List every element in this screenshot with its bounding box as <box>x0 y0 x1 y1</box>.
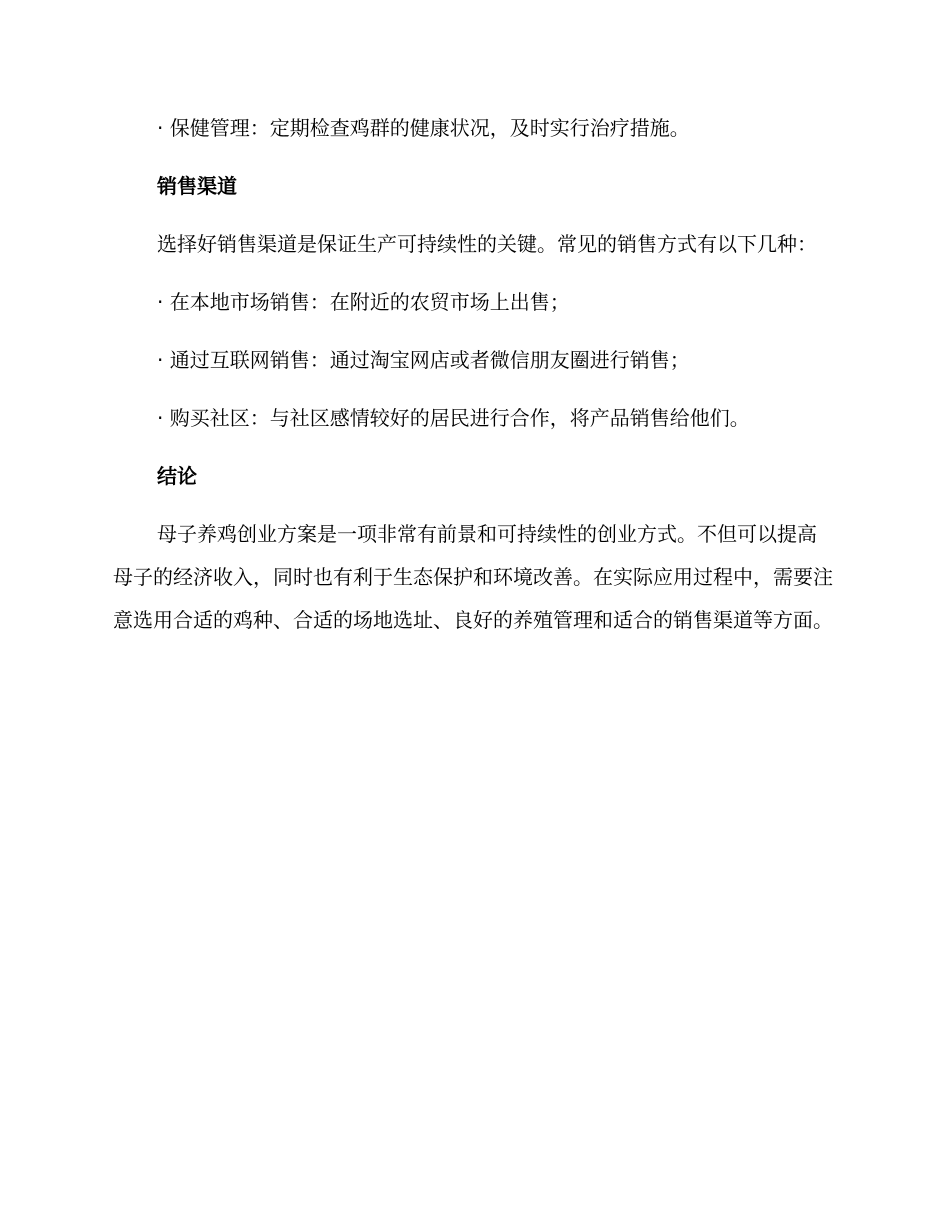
bullet-health-management: · 保健管理：定期检查鸡群的健康状况，及时实行治疗措施。 <box>157 116 690 140</box>
paragraph-sales-intro: 选择好销售渠道是保证生产可持续性的关键。常见的销售方式有以下几种： <box>157 232 817 256</box>
bullet-local-market: · 在本地市场销售：在附近的农贸市场上出售； <box>157 290 570 314</box>
bullet-internet-sales: · 通过互联网销售：通过淘宝网店或者微信朋友圈进行销售； <box>157 348 690 372</box>
document-body <box>113 107 833 657</box>
heading-sales-channels: 销售渠道 <box>157 174 237 198</box>
heading-conclusion: 结论 <box>157 464 197 488</box>
bullet-community: · 购买社区：与社区感情较好的居民进行合作，将产品销售给他们。 <box>157 406 750 430</box>
paragraph-conclusion: 母子养鸡创业方案是一项非常有前景和可持续性的创业方式。不但可以提高母子的经济收入，同时也有利于生态保护和环境改善。在实际应用过程中，需要注意选用合适的鸡种、合适的场地选址、良好的养殖管理和适合的销售渠道等方面。 <box>113 522 833 632</box>
